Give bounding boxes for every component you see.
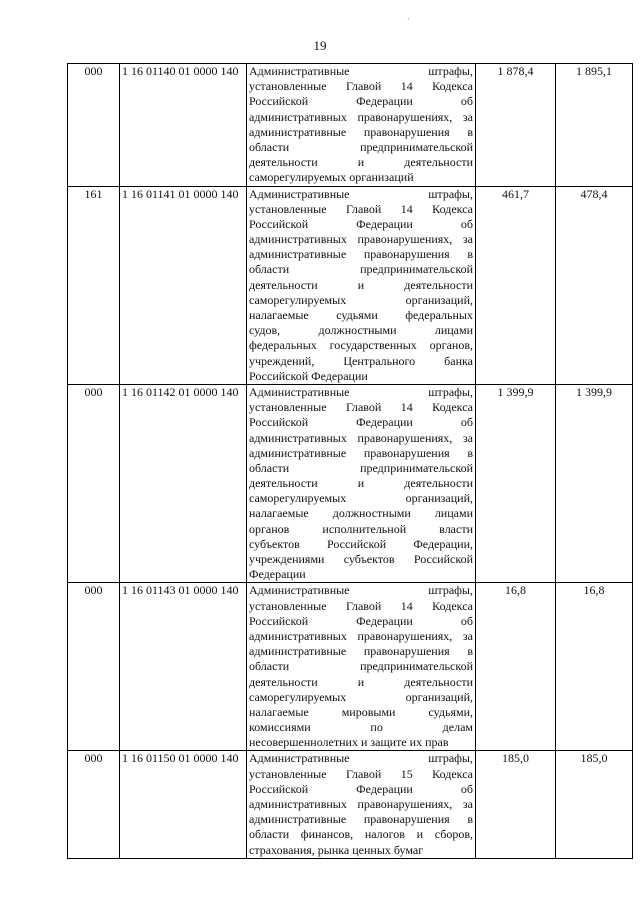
description-line: области предпринимательской [249,262,473,277]
table-row [68,64,633,187]
description-line: учреждений, Центрального банка [249,353,473,368]
description-line: Российской Федерации об [249,781,473,796]
description-line: судов, должностными лицами [249,323,473,338]
description-line: Российской Федерации об [249,216,473,231]
description-cell [247,583,476,751]
description-line: органов исполнительной власти [249,521,473,536]
description-line: установленные Главой 14 Кодекса [249,400,473,415]
description-line: административные правонарушения в [249,812,473,827]
value-2-cell: 16,8 [556,583,633,751]
admin-code-cell: 000 [68,751,120,858]
table-row [68,751,633,858]
description-line: административных правонарушениях, за [249,797,473,811]
description-line: административных правонарушениях, за [249,232,473,247]
value-2-cell: 478,4 [556,186,633,384]
description-cell [247,186,476,384]
description-line: Российской Федерации об [249,415,473,430]
description-line: установленные Главой 14 Кодекса [249,598,473,613]
description-line: Административные штрафы, [249,583,473,598]
description-line: деятельности и деятельности [249,476,473,491]
description-line: установленные Главой 15 Кодекса [249,766,473,781]
description-line: налагаемые мировыми судьями, [249,704,473,719]
description-line: федеральных государственных органов, [249,338,473,353]
description-line: административные правонарушения в [249,247,473,262]
description-line: субъектов Российской Федерации, [249,536,473,551]
value-1-cell: 16,8 [476,583,556,751]
description-line: деятельности и деятельности [249,155,473,170]
description-line: несовершеннолетних и защите их прав [249,735,449,750]
description-line: административные правонарушения в [249,644,473,659]
kbk-cell: 1 16 01140 01 0000 140 [120,64,247,187]
kbk-cell: 1 16 01142 01 0000 140 [120,384,247,582]
description-line: саморегулируемых организаций, [249,491,473,506]
description-line: Административные штрафы, [249,751,473,766]
description-line: комиссиями по делам [249,720,473,735]
kbk-cell: 1 16 01141 01 0000 140 [120,186,247,384]
description-line: административных правонарушениях, за [249,430,473,445]
revenue-table [67,63,633,859]
admin-code-cell: 000 [68,583,120,751]
admin-code-cell: 161 [68,186,120,384]
description-line: административные правонарушения в [249,445,473,460]
description-line: Административные штрафы, [249,64,473,78]
description-line: страхования, рынка ценных бумаг [249,842,424,857]
kbk-cell: 1 16 01143 01 0000 140 [120,583,247,751]
value-1-cell: 1 878,4 [476,64,556,187]
description-line: учреждениями субъектов Российской [249,552,473,566]
description-line: саморегулируемых организаций, [249,689,473,704]
page-number: 19 [313,38,327,53]
scan-speck: · [407,15,410,24]
description-line: налагаемые должностными лицами [249,506,473,521]
description-line: Федерации [249,567,306,582]
table-row [68,583,633,751]
description-line: деятельности и деятельности [249,277,473,292]
description-line: административные правонарушения в [249,124,473,139]
description-line: области финансов, налогов и сборов, [249,827,473,842]
description-line: саморегулируемых организаций [249,170,414,185]
description-cell [247,64,476,187]
value-1-cell: 1 399,9 [476,384,556,582]
description-cell [247,384,476,582]
table-row [68,384,633,582]
description-line: Российской Федерации [249,368,368,383]
admin-code-cell: 000 [68,384,120,582]
value-2-cell: 1 895,1 [556,64,633,187]
description-line: области предпринимательской [249,139,473,154]
description-line: Российской Федерации об [249,613,473,628]
value-2-cell: 185,0 [556,751,633,858]
value-2-cell: 1 399,9 [556,384,633,582]
description-line: Российской Федерации об [249,94,473,109]
description-line: установленные Главой 14 Кодекса [249,201,473,216]
description-line: деятельности и деятельности [249,674,473,689]
description-line: административных правонарушениях, за [249,628,473,643]
description-cell [247,751,476,858]
kbk-cell: 1 16 01150 01 0000 140 [120,751,247,858]
admin-code-cell: 000 [68,64,120,187]
description-line: административных правонарушениях, за [249,109,473,124]
table-row [68,186,633,384]
description-line: Административные штрафы, [249,384,473,399]
description-line: Административные штрафы, [249,186,473,201]
value-1-cell: 185,0 [476,751,556,858]
value-1-cell: 461,7 [476,186,556,384]
description-line: налагаемые судьями федеральных [249,308,473,322]
description-line: саморегулируемых организаций, [249,292,473,307]
description-line: области предпринимательской [249,460,473,475]
table-body [68,64,633,859]
description-line: установленные Главой 14 Кодекса [249,79,473,94]
description-line: области предпринимательской [249,659,473,674]
